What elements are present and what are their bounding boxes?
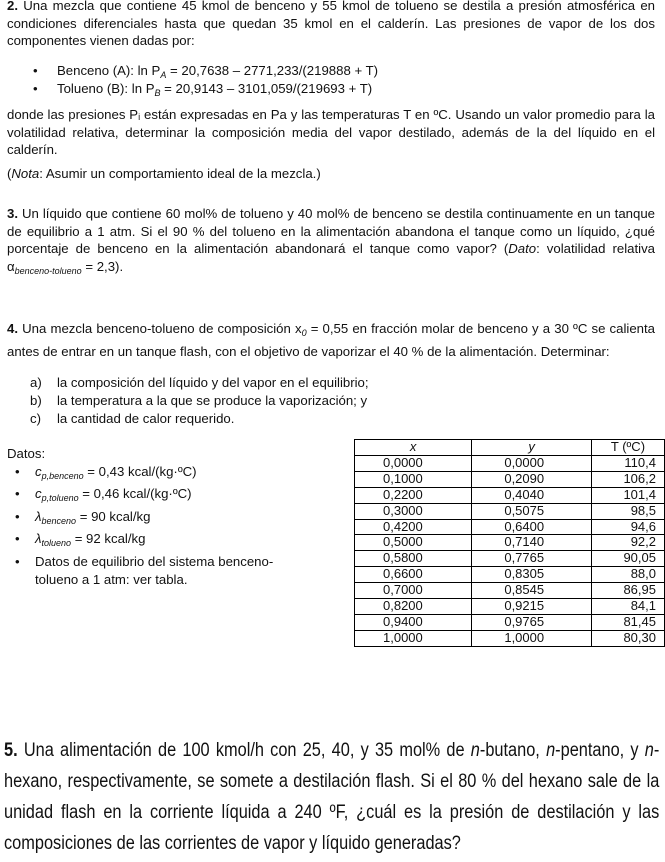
table-cell: 86,95 [591,583,664,599]
table-row [355,599,665,615]
table-cell: 0,6400 [472,519,592,535]
table-cell: 110,4 [591,455,664,471]
table-row [355,503,665,519]
table-row [355,487,665,503]
list-item: • $\lambda_{tolueno} = 92$ kcal/kg [15,531,146,549]
table-cell: 0,9400 [355,614,472,630]
table-cell: 0,8200 [355,599,472,615]
equilibrium-table [354,439,665,647]
table-row [355,519,665,535]
table-cell: 106,2 [591,471,664,487]
table-cell: 0,8305 [472,567,592,583]
table-cell: 1,0000 [355,630,472,646]
table-row [355,471,665,487]
table-cell: 0,6600 [355,567,472,583]
datos-title: Datos: [7,446,46,461]
table-header-row [355,440,665,456]
equation-toluene: • Tolueno (B): $\ln P_B = 20,9143 - 3101,059/(219693 + T)$ [33,81,373,98]
table-cell: 0,2200 [355,487,472,503]
equation-benzene: • Benceno (A): $\ln P_A = 20,7638 - 2771,233/(219888 + T)$ [33,63,379,80]
table-cell: 80,30 [591,630,664,646]
table-cell: 0,9765 [472,614,592,630]
column-header-y: y [472,440,592,456]
table-cell: 0,1000 [355,471,472,487]
list-item: • $\lambda_{benceno} = 90$ kcal/kg [15,508,151,526]
problem-2-intro [7,0,655,50]
column-header-x: x [355,440,472,456]
table-cell: 0,7000 [355,583,472,599]
problem-3: 3. Un líquido que contiene 60 mol% de tolueno y 40 mol% de benceno se destila continuamente en un tanque de equilibrio a 1 atm. Si el 90 % del tolueno en la alimentación abandona el tanque como un líquido, ¿qué porcentaje de benceno en la alimentación abandonará el tanque como vapor? (Dato: volatilidad relativa $\alpha_{benceno-tolueno} = 2,3$). [7,206,655,276]
problem-2-intro-text: Una mezcla que contiene 45 kmol de benceno y 55 kmol de tolueno se destila a presión atmosférica en condiciones diferenciales hasta que quedan 35 kmol en el calderín. Las presiones de vapor de los dos componentes vienen dadas por: [7,0,655,49]
table-cell: 94,6 [591,519,664,535]
table-row [355,455,665,471]
table-cell: 0,9215 [472,599,592,615]
problem-4-item-c: c) la cantidad de calor requerido. [30,411,235,426]
table-cell: 88,0 [591,567,664,583]
problem-number: 3. [7,206,18,221]
problem-number: 2. [7,0,18,13]
table-row [355,614,665,630]
table-cell: 0,7140 [472,535,592,551]
datos-list [7,463,295,589]
table-cell: 0,8545 [472,583,592,599]
table-cell: 101,4 [591,487,664,503]
table-cell: 0,5800 [355,551,472,567]
list-item: • Datos de equilibrio del sistema benceno- tolueno a 1 atm: ver tabla. [15,553,274,587]
table-row [355,551,665,567]
table-cell: 0,7765 [472,551,592,567]
table-cell: 90,05 [591,551,664,567]
table-cell: 98,5 [591,503,664,519]
table-cell: 0,0000 [472,455,592,471]
problem-2-note: (Nota: Asumir un comportamiento ideal de la mezcla.) [7,166,321,181]
table-row [355,567,665,583]
table-cell: 81,45 [591,614,664,630]
problem-2-body: donde las presiones Pᵢ están expresadas en Pa y las temperaturas T en ºC. Usando un valor promedio para la volatilidad relativa, determinar la composición media del vapor destilado, además de la del líquido en el calderín. [7,107,655,158]
problem-4-item-a: a) la composición del líquido y del vapor en el equilibrio; [30,375,369,390]
list-item: • $c_{p,benceno} = 0,43$ kcal/(kg·ºC) [15,463,197,481]
table-cell: 0,2090 [472,471,592,487]
table-row [355,583,665,599]
table-cell: 0,4200 [355,519,472,535]
table-cell: 0,3000 [355,503,472,519]
problem-4-item-b: b) la temperatura a la que se produce la vaporización; y [30,393,368,408]
table-cell: 0,4040 [472,487,592,503]
table-row [355,630,665,646]
table-cell: 0,0000 [355,455,472,471]
table-cell: 0,5000 [355,535,472,551]
problem-4-intro: 4. Una mezcla benceno-tolueno de composición $x_0 = 0,55$ en fracción molar de benceno y a 30 ºC se calienta antes de entrar en un tanque flash, con el objetivo de vaporizar el 40 % de la alimentación. Determinar: [7,321,656,359]
table-row [355,535,665,551]
problem-5: 5. Una alimentación de 100 kmol/h con 25, 40, y 35 mol% de n-butano, n-pentano, y n-hexano, respectivamente, se somete a destilación flash. Si el 80 % del hexano sale de la unidad flash en la corriente líquida a 240 ºF, ¿cuál es la presión de destilación y las composiciones de las corrientes de vapor y líquido generadas? [4,740,660,854]
table-cell: 1,0000 [472,630,592,646]
list-item: • $c_{p,tolueno} = 0,46$ kcal/(kg·ºC) [15,486,192,504]
problem-number: 4. [7,321,18,336]
column-header-t: T (ºC) [591,440,664,456]
datos-block [7,445,295,588]
table-cell: 92,2 [591,535,664,551]
problem-number: 5. [4,740,18,761]
table-cell: 84,1 [591,599,664,615]
table-cell: 0,5075 [472,503,592,519]
